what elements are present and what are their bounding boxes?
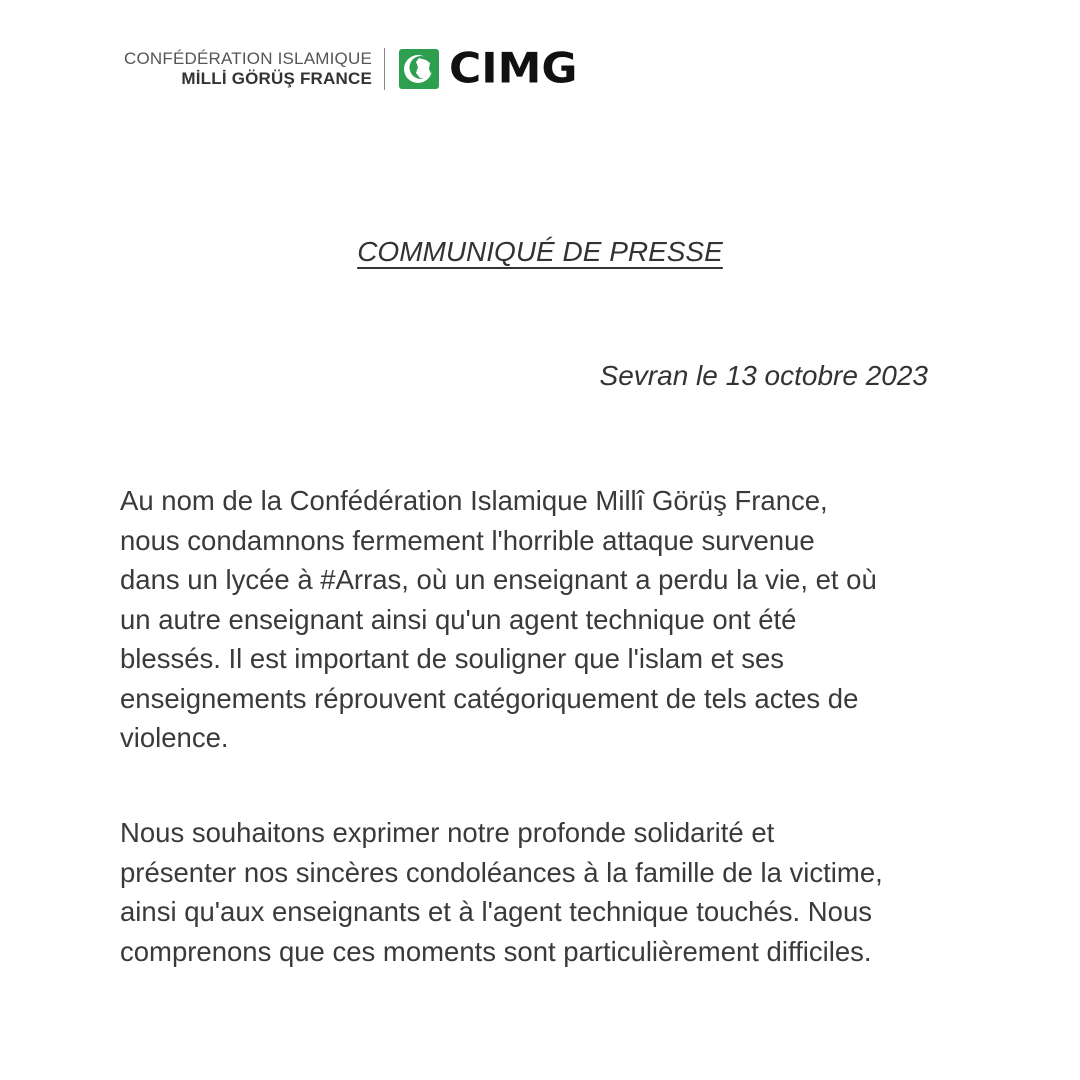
organization-name	[124, 49, 372, 89]
paragraph-line: présenter nos sincères condoléances à la famille de la victime,	[120, 856, 883, 888]
organization-name-line2: MİLLİ GÖRÜŞ FRANCE	[181, 69, 372, 88]
paragraph-line: blessés. Il est important de souligner que l'islam et ses	[120, 643, 785, 674]
paragraph-line: dans un lycée à #Arras, où un enseignant a perdu la vie, et où	[120, 564, 877, 595]
paragraph-line: ainsi qu'aux enseignants et à l'agent technique touchés. Nous	[120, 896, 872, 927]
organization-header	[124, 44, 578, 94]
paragraph-line: un autre enseignant ainsi qu'un agent technique ont été	[120, 603, 797, 635]
paragraph-line: violence.	[120, 722, 229, 753]
brand-wordmark: CIMG	[448, 44, 578, 93]
organization-name-line1: CONFÉDÉRATION ISLAMIQUE	[124, 48, 372, 68]
paragraph-line: enseignements réprouvent catégoriquement de tels actes de	[120, 682, 859, 714]
crescent-france-icon	[399, 49, 439, 89]
header-divider	[384, 48, 385, 90]
date-line: Sevran le 13 octobre 2023	[599, 360, 928, 391]
body-paragraph-1	[120, 481, 980, 758]
paragraph-line: comprenons que ces moments sont particulièrement difficiles.	[120, 935, 872, 967]
page-title-text: COMMUNIQUÉ DE PRESSE	[357, 236, 723, 267]
paragraph-line: Au nom de la Confédération Islamique Millî Görüş France,	[120, 485, 828, 516]
paragraph-line: nous condamnons fermement l'horrible attaque survenue	[120, 524, 815, 556]
page-title	[0, 236, 1080, 268]
body-paragraph-2	[120, 813, 980, 971]
paragraph-line: Nous souhaitons exprimer notre profonde solidarité et	[120, 817, 775, 848]
